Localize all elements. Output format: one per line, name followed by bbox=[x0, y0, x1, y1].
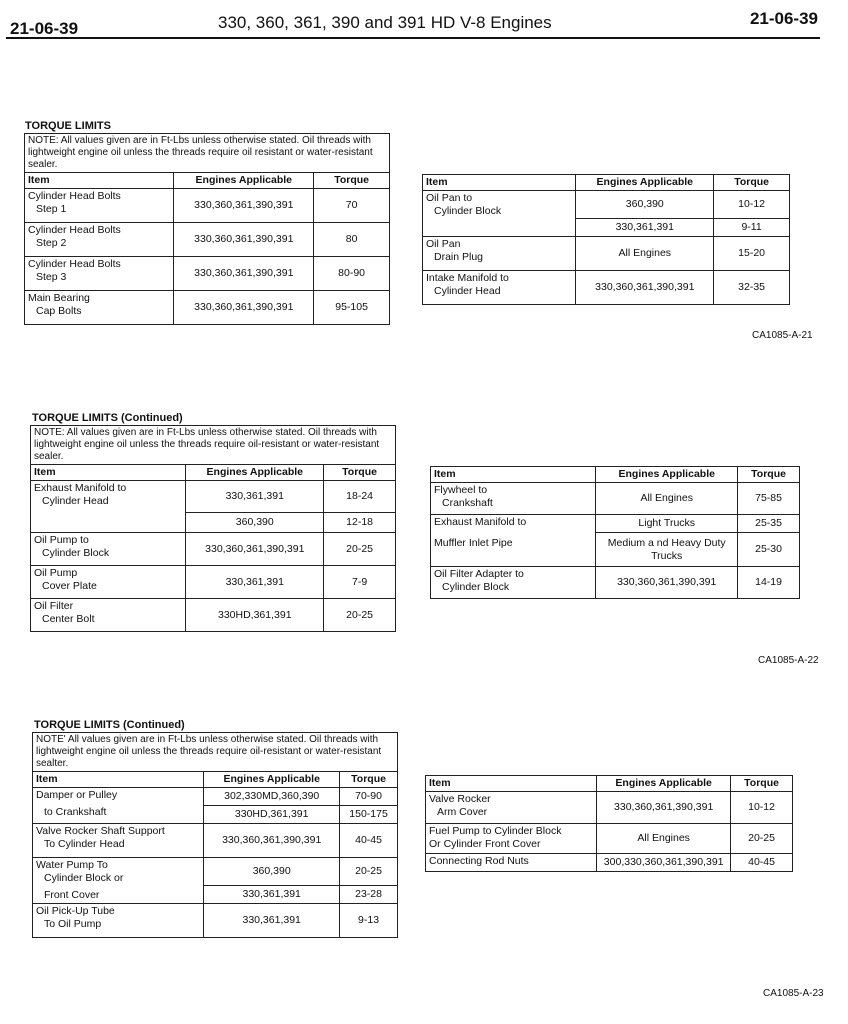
torque-cell: 15-20 bbox=[714, 237, 790, 271]
engines-cell: 330,361,391 bbox=[204, 886, 340, 904]
page-title: 330, 360, 361, 390 and 391 HD V-8 Engines bbox=[218, 13, 552, 32]
item-cell: Oil Filter Adapter to Cylinder Block bbox=[431, 567, 596, 599]
torque-cell: 20-25 bbox=[324, 533, 396, 566]
table-row bbox=[426, 854, 793, 872]
torque-cell: 70-90 bbox=[340, 788, 398, 806]
torque-cell: 9-11 bbox=[714, 219, 790, 237]
note-row bbox=[31, 426, 396, 465]
table-row bbox=[25, 257, 390, 291]
torque-cell: 9-13 bbox=[340, 904, 398, 938]
torque-cell: 40-45 bbox=[340, 824, 398, 858]
col-header-torque: Torque bbox=[340, 772, 398, 788]
engines-cell: 300,330,360,361,390,391 bbox=[597, 854, 731, 872]
engines-cell: 330,360,361,390,391 bbox=[596, 567, 738, 599]
table-row bbox=[31, 599, 396, 632]
engines-cell: 330,360,361,390,391 bbox=[204, 824, 340, 858]
col-header-engines: Engines Applicable bbox=[204, 772, 340, 788]
col-header-item: Item bbox=[431, 467, 596, 483]
item-cell: Valve Rocker Arm Cover bbox=[426, 792, 597, 824]
engines-cell: 330,361,391 bbox=[576, 219, 714, 237]
torque-cell: 14-19 bbox=[738, 567, 800, 599]
item-cell: Oil Pump Cover Plate bbox=[31, 566, 186, 599]
col-header-item: Item bbox=[31, 465, 186, 481]
torque-table-right bbox=[430, 466, 800, 599]
torque-cell: 10-12 bbox=[731, 792, 793, 824]
page-header bbox=[0, 0, 848, 40]
engines-cell: 330,361,391 bbox=[186, 481, 324, 513]
table-row bbox=[31, 481, 396, 513]
item-cell: Cylinder Head Bolts Step 3 bbox=[25, 257, 174, 291]
header-row bbox=[31, 465, 396, 481]
item-cell: Flywheel to Crankshaft bbox=[431, 483, 596, 515]
engines-cell: 302,330MD,360,390 bbox=[204, 788, 340, 806]
header-row bbox=[33, 772, 398, 788]
table-row bbox=[33, 858, 398, 886]
engines-cell: 330,360,361,390,391 bbox=[597, 792, 731, 824]
col-header-torque: Torque bbox=[731, 776, 793, 792]
torque-table-left bbox=[32, 732, 398, 938]
item-cell: Water Pump To Cylinder Block or Front Cover bbox=[33, 858, 204, 904]
item-cell: Cylinder Head Bolts Step 2 bbox=[25, 223, 174, 257]
table-row bbox=[431, 515, 800, 533]
engines-cell: All Engines bbox=[596, 483, 738, 515]
section-title: TORQUE LIMITS (Continued) bbox=[34, 719, 185, 731]
table-row bbox=[423, 271, 790, 305]
torque-cell: 32-35 bbox=[714, 271, 790, 305]
col-header-torque: Torque bbox=[738, 467, 800, 483]
engines-cell: 330,360,361,390,391 bbox=[174, 257, 314, 291]
torque-cell: 25-30 bbox=[738, 533, 800, 567]
item-cell: Oil Filter Center Bolt bbox=[31, 599, 186, 632]
engines-cell: 360,390 bbox=[186, 513, 324, 533]
item-cell: Cylinder Head Bolts Step 1 bbox=[25, 189, 174, 223]
table-row bbox=[426, 792, 793, 824]
col-header-torque: Torque bbox=[324, 465, 396, 481]
figure-label: CA1085-A-23 bbox=[763, 988, 824, 999]
header-row bbox=[431, 467, 800, 483]
torque-table-left bbox=[30, 425, 396, 632]
table-row bbox=[431, 483, 800, 515]
header-row bbox=[25, 173, 390, 189]
torque-cell: 150-175 bbox=[340, 806, 398, 824]
header-row bbox=[426, 776, 793, 792]
torque-cell: 80 bbox=[314, 223, 390, 257]
item-cell: Exhaust Manifold to Muffler Inlet Pipe bbox=[431, 515, 596, 567]
item-cell: Connecting Rod Nuts bbox=[426, 854, 597, 872]
table-row bbox=[25, 223, 390, 257]
engines-cell: 360,390 bbox=[576, 191, 714, 219]
engines-cell: 330,360,361,390,391 bbox=[174, 291, 314, 325]
engines-cell: 330HD,361,391 bbox=[204, 806, 340, 824]
engines-cell: 330,360,361,390,391 bbox=[174, 223, 314, 257]
item-cell: Valve Rocker Shaft Support To Cylinder Head bbox=[33, 824, 204, 858]
note-text: NOTE: All values given are in Ft-Lbs unless otherwise stated. Oil threads with lightweight engine oil unless the threads require oil-resistant or water-resistant sealer. bbox=[31, 426, 396, 465]
page-number-right: 21-06-39 bbox=[749, 9, 818, 28]
torque-cell: 23-28 bbox=[340, 886, 398, 904]
item-cell: Oil Pan to Cylinder Block bbox=[423, 191, 576, 237]
col-header-engines: Engines Applicable bbox=[186, 465, 324, 481]
engines-cell: 330,361,391 bbox=[186, 566, 324, 599]
figure-label: CA1085-A-21 bbox=[752, 330, 813, 341]
item-cell: Damper or Pulley to Crankshaft bbox=[33, 788, 204, 824]
torque-cell: 7-9 bbox=[324, 566, 396, 599]
col-header-engines: Engines Applicable bbox=[576, 175, 714, 191]
torque-table-right bbox=[422, 174, 790, 305]
engines-cell: 360,390 bbox=[204, 858, 340, 886]
table-row bbox=[426, 824, 793, 854]
torque-cell: 18-24 bbox=[324, 481, 396, 513]
col-header-item: Item bbox=[423, 175, 576, 191]
table-row bbox=[31, 533, 396, 566]
item-cell: Fuel Pump to Cylinder Block Or Cylinder Front Cover bbox=[426, 824, 597, 854]
torque-cell: 25-35 bbox=[738, 515, 800, 533]
note-row bbox=[33, 733, 398, 772]
table-row bbox=[33, 824, 398, 858]
item-cell: Exhaust Manifold to Cylinder Head bbox=[31, 481, 186, 533]
table-row bbox=[423, 191, 790, 219]
table-row bbox=[431, 567, 800, 599]
engines-cell: 330,360,361,390,391 bbox=[186, 533, 324, 566]
torque-cell: 70 bbox=[314, 189, 390, 223]
torque-cell: 80-90 bbox=[314, 257, 390, 291]
engines-cell: 330,361,391 bbox=[204, 904, 340, 938]
engines-cell: Medium a nd Heavy Duty Trucks bbox=[596, 533, 738, 567]
note-text: NOTE' All values given are in Ft-Lbs unless otherwise stated. Oil threads with lightweight engine oil unless the threads require oil-resistant or water-resistant sealter. bbox=[33, 733, 398, 772]
col-header-item: Item bbox=[25, 173, 174, 189]
header-row bbox=[423, 175, 790, 191]
engines-cell: Light Trucks bbox=[596, 515, 738, 533]
figure-label: CA1085-A-22 bbox=[758, 655, 819, 666]
col-header-torque: Torque bbox=[714, 175, 790, 191]
item-cell: Main Bearing Cap Bolts bbox=[25, 291, 174, 325]
table-row bbox=[25, 189, 390, 223]
item-cell: Oil Pan Drain Plug bbox=[423, 237, 576, 271]
torque-cell: 10-12 bbox=[714, 191, 790, 219]
note-row bbox=[25, 134, 390, 173]
torque-cell: 40-45 bbox=[731, 854, 793, 872]
table-row bbox=[31, 566, 396, 599]
torque-cell: 75-85 bbox=[738, 483, 800, 515]
torque-table-left bbox=[24, 133, 390, 325]
col-header-engines: Engines Applicable bbox=[596, 467, 738, 483]
item-cell: Oil Pump to Cylinder Block bbox=[31, 533, 186, 566]
col-header-item: Item bbox=[33, 772, 204, 788]
table-row bbox=[423, 237, 790, 271]
table-row bbox=[25, 291, 390, 325]
col-header-item: Item bbox=[426, 776, 597, 792]
engines-cell: 330HD,361,391 bbox=[186, 599, 324, 632]
engines-cell: 330,360,361,390,391 bbox=[174, 189, 314, 223]
table-row bbox=[33, 788, 398, 806]
engines-cell: 330,360,361,390,391 bbox=[576, 271, 714, 305]
page-number-left: 21-06-39 bbox=[10, 19, 79, 38]
section-title: TORQUE LIMITS (Continued) bbox=[32, 412, 183, 424]
engines-cell: All Engines bbox=[597, 824, 731, 854]
item-cell: Oil Pick-Up Tube To Oil Pump bbox=[33, 904, 204, 938]
col-header-engines: Engines Applicable bbox=[597, 776, 731, 792]
note-text: NOTE: All values given are in Ft-Lbs unless otherwise stated. Oil threads with lightweight engine oil unless the threads require oil resistant or water-resistant sealer. bbox=[25, 134, 390, 173]
header-rule bbox=[6, 37, 820, 39]
torque-cell: 95-105 bbox=[314, 291, 390, 325]
col-header-engines: Engines Applicable bbox=[174, 173, 314, 189]
section-title: TORQUE LIMITS bbox=[25, 120, 111, 132]
engines-cell: All Engines bbox=[576, 237, 714, 271]
torque-table-right bbox=[425, 775, 793, 872]
torque-cell: 20-25 bbox=[340, 858, 398, 886]
table-row bbox=[33, 904, 398, 938]
torque-cell: 12-18 bbox=[324, 513, 396, 533]
torque-cell: 20-25 bbox=[324, 599, 396, 632]
torque-cell: 20-25 bbox=[731, 824, 793, 854]
item-cell: Intake Manifold to Cylinder Head bbox=[423, 271, 576, 305]
col-header-torque: Torque bbox=[314, 173, 390, 189]
